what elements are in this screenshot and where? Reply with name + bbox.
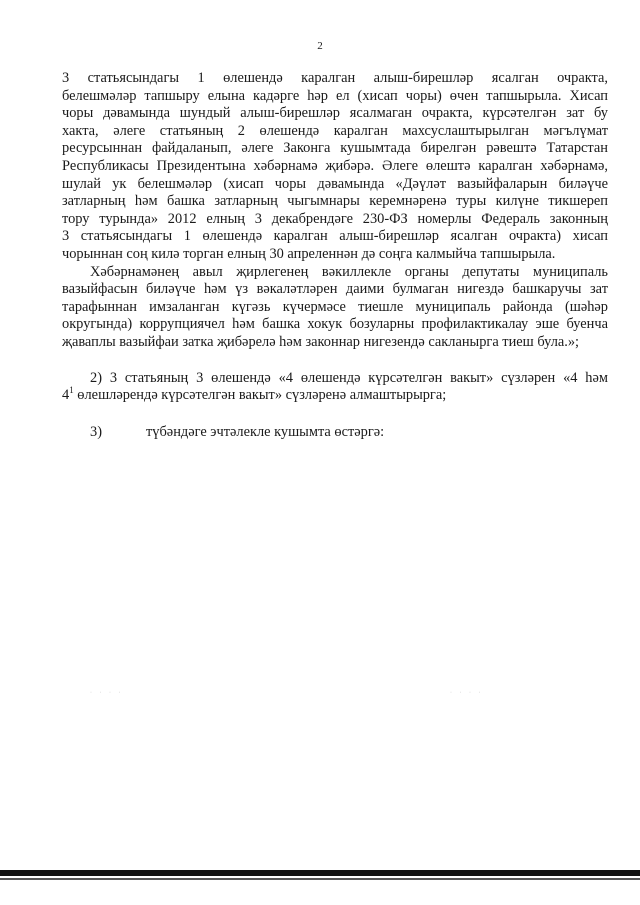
- scan-artifact: · · · ·: [90, 690, 124, 696]
- text-line: Хәбәрнамәнең авыл җирлегенең вәкиллекле органы депутаты муниципаль: [90, 263, 608, 280]
- text-line: вазыйфасын биләүче һәм үз вәкаләтләрен даими булмаган нигездә башкаручы зат: [62, 281, 608, 298]
- item-text: түбәндәге эчтәлекле кушымта өстәргә:: [146, 423, 385, 440]
- scan-border: [0, 870, 640, 876]
- text-line: 2) 3 статьяның 3 өлешендә «4 өлешендә күрсәтелгән вакыт» сүзләрен «4 һәм: [90, 369, 608, 386]
- paragraph-1: [62, 70, 608, 264]
- text-line: 3 статьясындагы 1 өлешендә каралган алыш-бирешләр ясалган очракта) хисап: [62, 228, 608, 245]
- text-line: хакта, әлеге статьяның 2 өлешендә каралган махсуслаштырылган мәгълүмат: [62, 122, 608, 139]
- text-line: шулай ук белешмәләр (хисап чоры дәвамында «Дәүләт вазыйфаларын биләүче: [62, 175, 608, 192]
- page-number: 2: [317, 40, 323, 52]
- text-line: 3 статьясындагы 1 өлешендә каралган алыш-бирешләр ясалган очракта,: [62, 70, 608, 86]
- superscript: 1: [69, 385, 74, 396]
- scan-artifact: · · · ·: [450, 690, 484, 696]
- spacer: [62, 352, 608, 370]
- text-line: белешмәләр тапшыру елына кадәрге һәр ел (хисап чоры) өчен тапшырыла. Хисап: [62, 87, 608, 104]
- text-line: тору турында» 2012 елның 3 декабрендәге 230-ФЗ номерлы Федераль законның: [62, 210, 608, 227]
- text-line: җаваплы вазыйфаи затка җибәрелә һәм законнар нигезендә сакланырга тиеш була.»;: [62, 333, 580, 350]
- item-number: 3): [90, 423, 102, 440]
- text-line: чорыннан соң килә торган елның 30 апреленнән дә соңга калмыйча тапшырыла.: [62, 245, 556, 262]
- text-line: затларның һәм башка затларның чыгымнары керемнәренә туры килүне тикшереп: [62, 193, 608, 210]
- paragraph-2: [62, 264, 608, 352]
- scan-border: [0, 878, 640, 880]
- text-line: [62, 387, 608, 405]
- document-body: [62, 70, 608, 441]
- text-fragment: өлешләрендә күрсәтелгән вакыт» сүзләренә алмаштырырга;: [73, 387, 447, 404]
- text-line: чоры дәвамында шундый алыш-бирешләр ясалмаган очракта, күрсәтелгән зат бу: [62, 105, 608, 122]
- text-fragment: 4: [62, 387, 70, 404]
- spacer: [62, 405, 608, 424]
- text-line: округында) коррупциячел һәм башка хокук бозуларны профилактикалау эше буенча: [62, 316, 608, 333]
- item-3: [62, 424, 608, 442]
- text-line: ресурсыннан файдаланып, әлеге Законга кушымтада бирелгән рәвештә Татарстан: [62, 140, 608, 157]
- text-line: Республикасы Президентына хәбәрнамә җибәрә. Әлеге өлештә каралган хәбәрнамә,: [62, 157, 608, 174]
- item-2: [62, 370, 608, 405]
- text-line: тарафыннан имзаланган күгәзь күчермәсе тиешле муниципаль районда (шәһәр: [62, 298, 608, 315]
